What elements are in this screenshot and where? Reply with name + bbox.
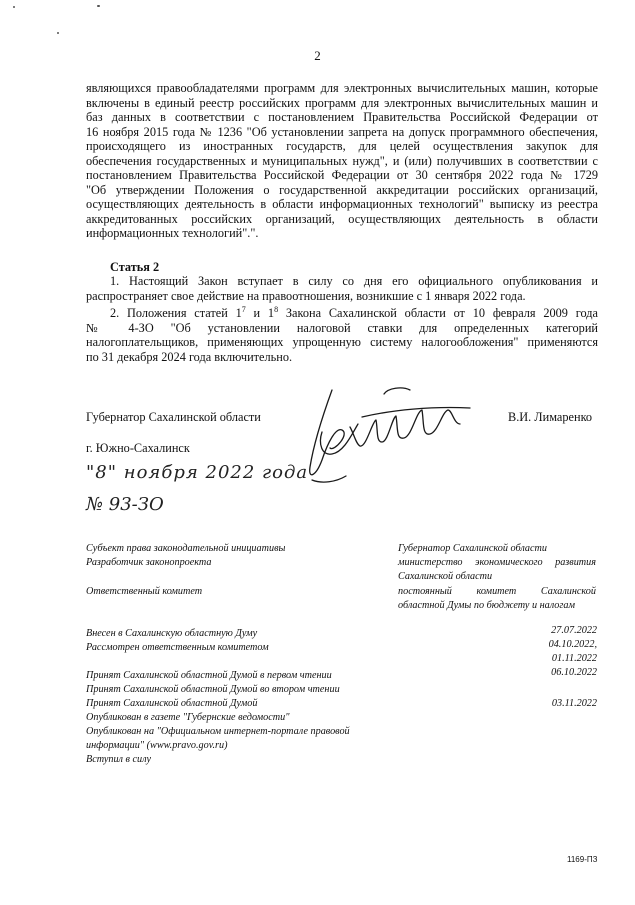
- published-portal-label: Опубликован на "Официальном интернет-портале правовой: [86, 726, 350, 737]
- text-line: происходящего из иностранных государств, для целей осуществления закупок для: [86, 139, 598, 153]
- adopted-date: 03.11.2022: [551, 698, 597, 709]
- scan-speck: [57, 32, 59, 34]
- text-line: "Об утверждении Положения о государственной аккредитации российских организаций,: [86, 182, 598, 197]
- published-portal-label-cont: информации" (www.pravo.gov.ru): [86, 740, 228, 751]
- text-line: постановлением Правительства Российской Федерации от 30 сентября 2022 года № 1729: [86, 168, 598, 182]
- developer-label: Разработчик законопроекта: [86, 557, 212, 568]
- text-fragment: Закона Сахалинской области от 10 февраля 2009 года: [278, 306, 598, 321]
- text-line: обеспечения государственных и муниципальных нужд", и (или) получивших в соответствии с: [86, 153, 598, 168]
- handwritten-signature: [292, 372, 492, 492]
- superscript: 8: [274, 305, 279, 314]
- intro-paragraph: [86, 81, 598, 241]
- scan-speck: [13, 6, 15, 8]
- scan-speck: [97, 5, 100, 7]
- text-line: [86, 303, 598, 321]
- superscript: 7: [241, 305, 246, 314]
- text-line: осуществляющих деятельность в области информационных технологий" выписку из реестра: [86, 197, 598, 211]
- adopted-label: Принят Сахалинской областной Думой: [86, 698, 258, 709]
- signatory-title: Губернатор Сахалинской области: [86, 410, 261, 424]
- text-line: являющихся правообладателями программ для электронных вычислительных машин, которые: [86, 81, 598, 95]
- signatory-name: В.И. Лимаренко: [508, 410, 593, 424]
- document-code: 1169-ПЗ: [567, 855, 598, 864]
- initiative-label: Субъект права законодательной инициативы: [86, 543, 286, 554]
- page-number: 2: [314, 48, 321, 63]
- developer-value: министерство экономического развития Сахалинской области: [398, 557, 596, 582]
- text-line: баз данных в соответствии с постановлением Правительства Российской Федерации от: [86, 110, 598, 124]
- text-line: включены в единый реестр российских программ для электронных вычислительных машин и: [86, 95, 598, 110]
- article2-paragraph-2: [86, 303, 598, 364]
- first-reading-date: 06.10.2022: [551, 667, 597, 678]
- committee-value: постоянный комитет Сахалинской областной Думы по бюджету и налогам: [398, 586, 596, 611]
- second-reading-label: Принят Сахалинской областной Думой во втором чтении: [86, 684, 340, 695]
- handwritten-date: "8" ноября 2022 года: [86, 462, 309, 483]
- first-reading-label: Принят Сахалинской областной Думой в первом чтении: [86, 670, 332, 681]
- text-line: информационных технологий".".: [86, 226, 259, 240]
- text-line: налогоплательщиков, применяющих упрощенную систему налогообложения" применяются: [86, 335, 598, 350]
- text-line: 1. Настоящий Закон вступает в силу со дня его официального опубликования и: [110, 274, 598, 288]
- reviewed-date-1: 04.10.2022,: [548, 639, 597, 650]
- text-fragment: 2. Положения статей 1: [110, 306, 242, 321]
- text-line: по 31 декабря 2024 года включительно.: [86, 349, 293, 364]
- article-heading: Статья 2: [110, 260, 160, 274]
- text-line: № 4-ЗО "Об установлении налоговой ставки для определенных категорий: [86, 320, 598, 335]
- published-gazette-label: Опубликован в газете "Губернские ведомости": [86, 712, 290, 723]
- reviewed-date-2: 01.11.2022: [551, 653, 597, 664]
- city: г. Южно-Сахалинск: [86, 441, 190, 455]
- article2-paragraph-1: [86, 274, 598, 303]
- introduced-label: Внесен в Сахалинскую областную Думу: [86, 628, 258, 639]
- entered-force-label: Вступил в силу: [86, 754, 151, 765]
- text-fragment: и 1: [245, 306, 275, 321]
- initiative-value: Губернатор Сахалинской области: [398, 543, 547, 554]
- text-line: распространяет свое действие на правоотношения, возникшие с 1 января 2022 года.: [86, 288, 526, 303]
- introduced-date: 27.07.2022: [551, 625, 597, 636]
- reviewed-label: Рассмотрен ответственным комитетом: [86, 642, 269, 653]
- handwritten-law-number: № 93-ЗО: [86, 494, 164, 515]
- text-line: аккредитованных российских организаций, осуществляющих деятельность в области: [86, 211, 598, 226]
- committee-label: Ответственный комитет: [86, 586, 203, 597]
- text-line: 16 ноября 2015 года № 1236 "Об установлении запрета на допуск программного обеспечения,: [86, 124, 598, 139]
